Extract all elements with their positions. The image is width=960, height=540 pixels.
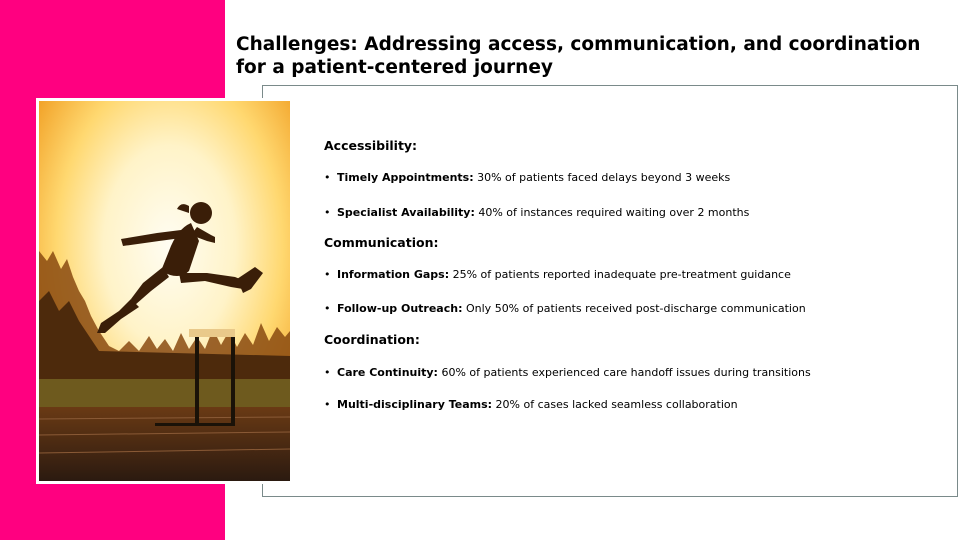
list-item: • Follow-up Outreach: Only 50% of patients received post-discharge communication — [324, 301, 944, 317]
list-item: • Care Continuity: 60% of patients experienced care handoff issues during transitions — [324, 365, 944, 381]
hurdle-photo — [36, 98, 293, 484]
section-heading-accessibility: Accessibility: — [324, 138, 418, 153]
section-heading-coordination: Coordination: — [324, 332, 420, 347]
list-item: • Information Gaps: 25% of patients reported inadequate pre-treatment guidance — [324, 267, 944, 283]
list-item: • Timely Appointments: 30% of patients faced delays beyond 3 weeks — [324, 170, 944, 186]
section-heading-communication: Communication: — [324, 235, 439, 250]
list-item: • Multi-disciplinary Teams: 20% of cases lacked seamless collaboration — [324, 397, 944, 413]
list-item: • Specialist Availability: 40% of instances required waiting over 2 months — [324, 205, 944, 221]
challenges-list — [324, 136, 944, 413]
hurdle-jumper-icon — [39, 101, 290, 481]
slide-title: Challenges: Addressing access, communication, and coordination for a patient-centered journey — [236, 34, 921, 78]
